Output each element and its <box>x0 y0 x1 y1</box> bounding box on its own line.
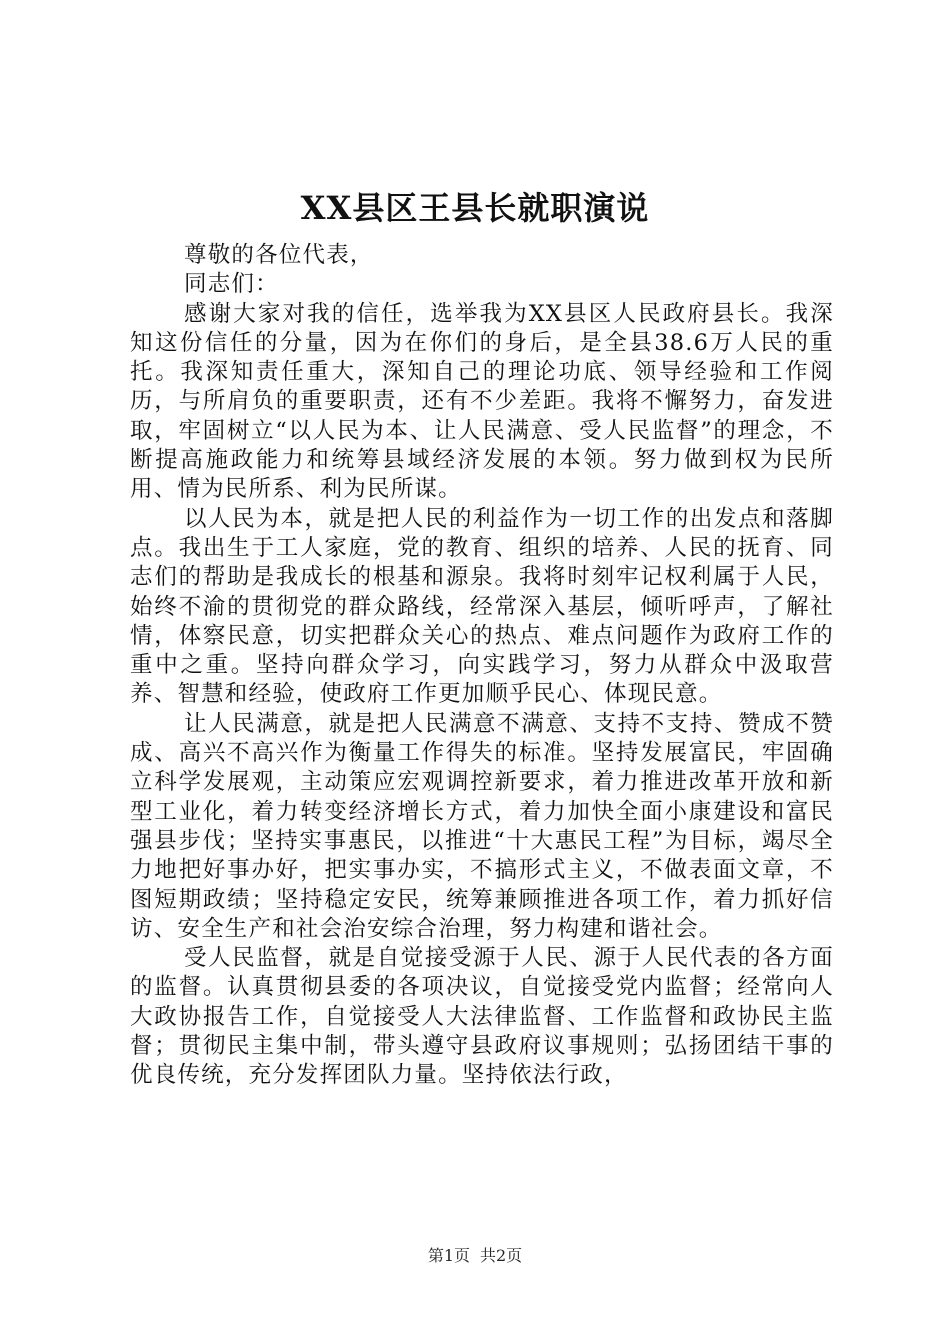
body-paragraph: 感谢大家对我的信任，选举我为XX县区人民政府县长。我深知这份信任的分量，因为在你们的身后，是全县38.6万人民的重托。我深知责任重大，深知自己的理论功底、领导经验和工作阅历，与所肩负的重要职责，还有不少差距。我将不懈努力，奋发进取，牢固树立“以人民为本、让人民满意、受人民监督”的理念，不断提高施政能力和统筹县域经济发展的本领。努力做到权为民所用、情为民所系、利为民所谋。 <box>130 300 834 503</box>
salutation-line: 同志们： <box>184 271 279 298</box>
document-title: XX县区王县长就职演说 <box>300 189 650 227</box>
body-paragraph: 让人民满意，就是把人民满意不满意、支持不支持、赞成不赞成、高兴不高兴作为衡量工作得失的标准。坚持发展富民，牢固确立科学发展观，主动策应宏观调控新要求，着力推进改革开放和新型工业化，着力转变经济增长方式，着力加快全面小康建设和富民强县步伐；坚持实事惠民，以推进“十大惠民工程”为目标，竭尽全力地把好事办好，把实事办实，不搞形式主义，不做表面文章，不图短期政绩；坚持稳定安民，统筹兼顾推进各项工作，着力抓好信访、安全生产和社会治安综合治理，努力构建和谐社会。 <box>130 710 834 942</box>
salutation-line: 尊敬的各位代表， <box>184 242 374 268</box>
page-total: 共2页 <box>480 1246 523 1265</box>
page-number: 第1页 <box>427 1246 470 1265</box>
document-body <box>130 241 834 1091</box>
body-paragraph: 以人民为本，就是把人民的利益作为一切工作的出发点和落脚点。我出生于工人家庭，党的教育、组织的培养、人民的抚育、同志们的帮助是我成长的根基和源泉。我将时刻牢记权利属于人民，始终不渝的贯彻党的群众路线，经常深入基层，倾听呼声，了解社情，体察民意，切实把群众关心的热点、难点问题作为政府工作的重中之重。坚持向群众学习，向实践学习，努力从群众中汲取营养、智慧和经验，使政府工作更加顺乎民心、体现民意。 <box>130 505 834 708</box>
body-paragraph: 受人民监督，就是自觉接受源于人民、源于人民代表的各方面的监督。认真贯彻县委的各项决议，自觉接受党内监督；经常向人大政协报告工作，自觉接受人大法律监督、工作监督和政协民主监督；贯彻民主集中制，带头遵守县政府议事规则；弘扬团结干事的优良传统，充分发挥团队力量。坚持依法行政， <box>130 945 834 1089</box>
page-footer <box>0 1246 950 1266</box>
